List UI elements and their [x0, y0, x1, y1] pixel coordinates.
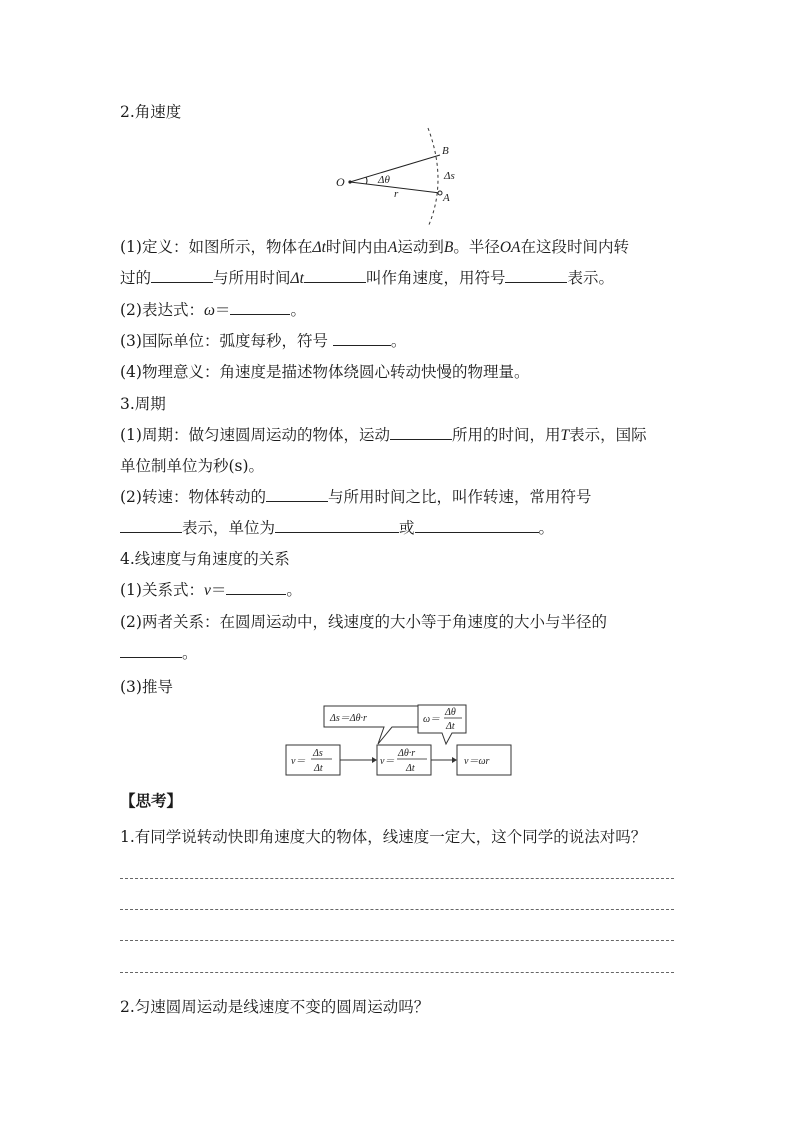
- label-b: B: [442, 145, 449, 157]
- blank[interactable]: [333, 331, 391, 346]
- blank[interactable]: [226, 580, 286, 595]
- callout-2-den: Δt: [446, 721, 455, 732]
- section3-heading: 3.周期: [120, 395, 166, 413]
- physical-meaning-line: (4)物理意义：角速度是描述物体绕圆心转动快慢的物理量。: [120, 363, 530, 381]
- box-3-text: v＝ωr: [464, 756, 490, 767]
- answer-line-1[interactable]: [120, 878, 674, 879]
- point-a: [438, 191, 442, 195]
- callout-2-lhs: ω＝: [423, 714, 441, 725]
- label-o: O: [336, 175, 345, 189]
- blank[interactable]: [415, 518, 539, 533]
- callout-1-text: Δs＝Δθ·r: [330, 713, 367, 724]
- box-2-den: Δt: [406, 763, 415, 774]
- box-1-den: Δt: [314, 763, 323, 774]
- box-2-num: Δθ·r: [398, 748, 416, 759]
- callout-1-box: [324, 706, 418, 744]
- answer-line-2[interactable]: [120, 909, 674, 910]
- angular-velocity-figure: [330, 125, 470, 230]
- definition-line-1: (1)定义：如图所示，物体在Δt时间内由A运动到B。半径OA在这段时间内转: [120, 238, 630, 256]
- blank[interactable]: [151, 268, 213, 283]
- period-line-1: (1)周期：做匀速圆周运动的物体，运动 所用的时间，用T表示，国际: [120, 426, 647, 444]
- speed-line-2: 表示，单位为 或 。: [120, 518, 554, 538]
- angle-arc: [366, 177, 367, 184]
- label-a: A: [443, 192, 450, 204]
- blank[interactable]: [120, 518, 182, 533]
- radius-ob: [350, 155, 440, 182]
- expression-line: (2)表达式：ω＝ 。: [120, 301, 306, 319]
- answer-line-3[interactable]: [120, 940, 674, 941]
- blank[interactable]: [275, 518, 399, 533]
- blank[interactable]: [266, 487, 328, 502]
- derivation-label: (3)推导: [120, 678, 173, 696]
- think-heading: 【思考】: [120, 791, 183, 810]
- blank[interactable]: [230, 300, 290, 315]
- blank[interactable]: [304, 268, 366, 283]
- definition-line-2: 过的 与所用时间Δt 叫作角速度，用符号 表示。: [120, 269, 614, 287]
- section2-heading: 2.角速度: [120, 103, 182, 121]
- answer-line-4[interactable]: [120, 972, 674, 973]
- blank[interactable]: [505, 268, 567, 283]
- period-line-2: 单位制单位为秒(s)。: [120, 457, 265, 475]
- arc-dashed: [428, 128, 438, 227]
- box-1-num: Δs: [313, 748, 323, 759]
- think-question-2: 2.匀速圆周运动是线速度不变的圆周运动吗？: [120, 998, 430, 1016]
- blank[interactable]: [390, 425, 452, 440]
- derivation-diagram: [280, 700, 520, 782]
- relation-line-2: 。: [120, 643, 198, 663]
- box-2-lhs: v＝: [380, 756, 395, 767]
- speed-line-1: (2)转速：物体转动的 与所用时间之比，叫作转速，常用符号: [120, 488, 592, 506]
- blank[interactable]: [120, 643, 182, 658]
- callout-2-num: Δθ: [445, 707, 456, 718]
- relation-formula-line: (1)关系式：v＝ 。: [120, 581, 302, 599]
- label-r: r: [394, 188, 399, 200]
- think-question-1: 1.有同学说转动快即角速度大的物体，线速度一定大，这个同学的说法对吗？: [120, 828, 647, 846]
- section4-heading: 4.线速度与角速度的关系: [120, 550, 290, 568]
- label-delta-s: Δs: [444, 170, 455, 182]
- relation-line-1: (2)两者关系：在圆周运动中，线速度的大小等于角速度的大小与半径的: [120, 613, 607, 631]
- label-delta-theta: Δθ: [378, 174, 390, 186]
- point-o: [348, 180, 351, 183]
- box-1-lhs: v＝: [291, 756, 306, 767]
- si-unit-line: (3)国际单位：弧度每秒，符号 。: [120, 332, 407, 350]
